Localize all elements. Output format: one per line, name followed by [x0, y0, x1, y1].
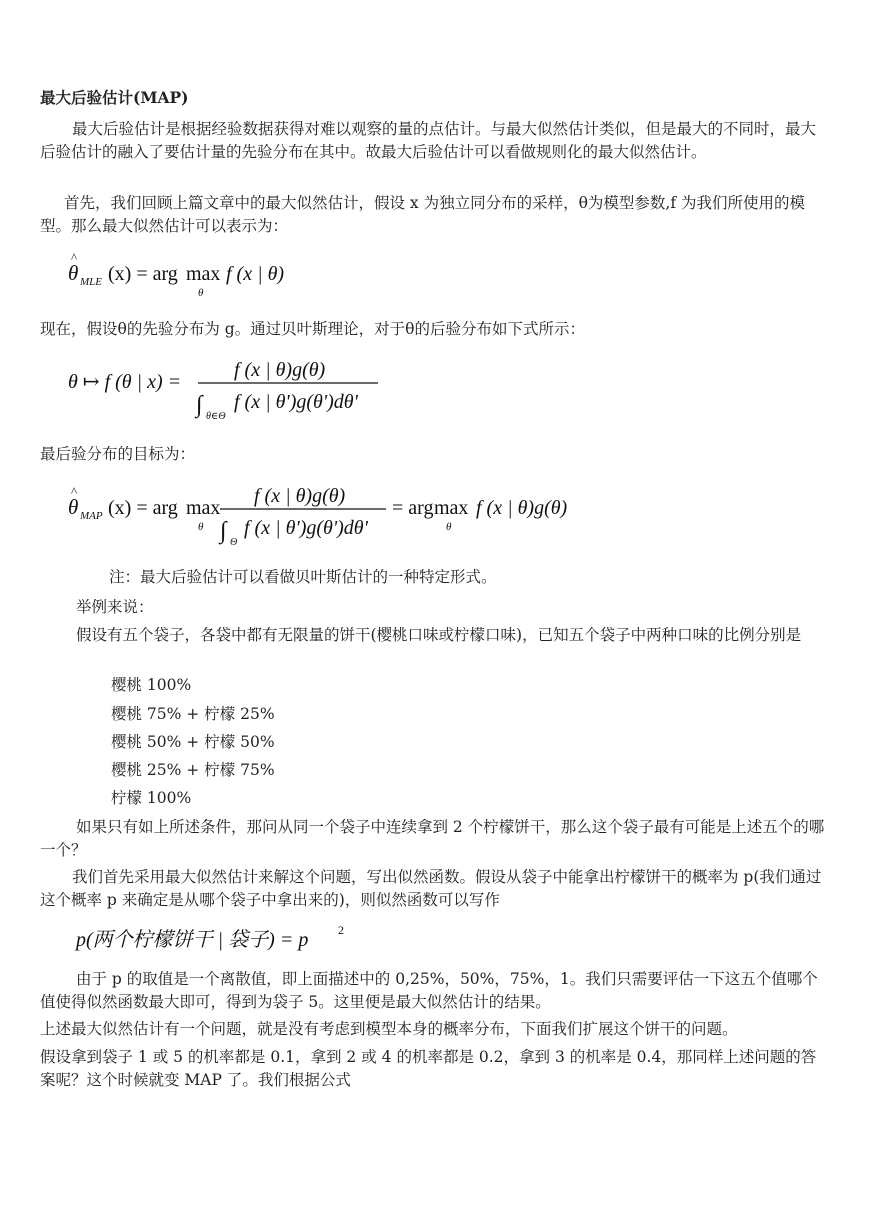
example-intro: 举例来说： [76, 598, 154, 616]
paragraph-bags-setup: 假设有五个袋子，各袋中都有无限量的饼干(樱桃口味或柠檬口味)，已知五个袋子中两种口味的比例分别是 [76, 626, 802, 644]
formula-mle-sub: MLE [80, 276, 102, 288]
formula-map-eq-arg: = arg [392, 497, 434, 519]
formula-map-arg: (x) = arg [108, 497, 178, 519]
document-title: 最大后验估计(MAP) [40, 88, 189, 107]
paragraph-mle-recap: 首先，我们回顾上篇文章中的最大似然估计，假设 x 为独立同分布的采样，θ为模型参数,f 为我们所使用的模型。那么最大似然估计可以表示为： [40, 194, 806, 235]
paragraph-map-intro: 假设拿到袋子 1 或 5 的机率都是 0.1，拿到 2 或 4 的机率都是 0.2，拿到 3 的机率是 0.4，那同样上述问题的答案呢？这个时候就变 MAP 了。我们根据公式 [40, 1048, 817, 1089]
formula-posterior-integral: ∫ [196, 392, 203, 418]
formula-map-int-sub: Θ [230, 537, 238, 548]
formula-likelihood [76, 922, 376, 956]
paragraph-intro: 最大后验估计是根据经验数据获得对难以观察的量的点估计。与最大似然估计类似，但是最大的不同时，最大后验估计的融入了要估计量的先验分布在其中。故最大后验估计可以看做规则化的最大似然估计。 [40, 120, 817, 161]
formula-map-numerator: f (x | θ)g(θ) [254, 485, 346, 507]
formula-mle [68, 250, 328, 304]
bag-item-1: 樱桃 100% [111, 676, 192, 694]
formula-likelihood-text: p(两个柠檬饼干 | 袋子) = p [76, 929, 309, 951]
formula-posterior-denominator: f (x | θ')g(θ')dθ' [234, 391, 358, 413]
paragraph-discrete: 由于 p 的取值是一个离散值，即上面描述中的 0,25%，50%，75%，1。我们只需要评估一下这五个值哪个值使得似然函数最大即可，得到为袋子 5。这里便是最大似然估计的结果。 [40, 970, 818, 1011]
formula-posterior-lhs: θ ↦ f (θ | x) = [68, 371, 182, 393]
formula-map-integral: ∫ [220, 518, 227, 544]
formula-mle-max: max [186, 263, 221, 285]
formula-posterior-numerator: f (x | θ)g(θ) [234, 359, 326, 381]
formula-map-hat: ^ [71, 484, 78, 499]
formula-map [68, 482, 598, 550]
formula-mle-theta: θ [68, 261, 79, 285]
formula-likelihood-exp: 2 [338, 923, 344, 937]
bag-item-3: 樱桃 50% + 柠檬 50% [111, 733, 275, 751]
formula-map-max2: max [434, 497, 469, 519]
formula-map-under2: θ [446, 521, 452, 533]
formula-mle-under: θ [198, 287, 204, 299]
formula-map-under: θ [198, 521, 204, 533]
paragraph-question: 如果只有如上所述条件，那问从同一个袋子中连续拿到 2 个柠檬饼干，那么这个袋子最有可能是上述五个的哪一个？ [40, 818, 825, 859]
formula-map-rhs: f (x | θ)g(θ) [476, 497, 568, 519]
paragraph-problem: 上述最大似然估计有一个问题，就是没有考虑到模型本身的概率分布，下面我们扩展这个饼干的问题。 [40, 1020, 738, 1038]
formula-mle-rhs: f (x | θ) [226, 263, 285, 285]
formula-map-sub: MAP [80, 510, 103, 522]
bag-item-5: 柠檬 100% [111, 789, 192, 807]
paragraph-likelihood: 我们首先采用最大似然估计来解这个问题，写出似然函数。假设从袋子中能拿出柠檬饼干的概率为 p(我们通过这个概率 p 来确定是从哪个袋子中拿出来的)，则似然函数可以写作 [40, 868, 822, 909]
formula-map-theta: θ [68, 495, 79, 519]
formula-posterior [68, 356, 388, 424]
formula-mle-arg: (x) = arg [108, 263, 178, 285]
paragraph-prior: 现在，假设θ的先验分布为 g。通过贝叶斯理论，对于θ的后验分布如下式所示： [40, 320, 586, 338]
paragraph-map-goal: 最后验分布的目标为： [40, 445, 196, 463]
formula-posterior-int-sub: θ∈Θ [206, 411, 226, 422]
formula-map-denominator: f (x | θ')g(θ')dθ' [244, 517, 368, 539]
note: 注：最大后验估计可以看做贝叶斯估计的一种特定形式。 [109, 568, 497, 586]
formula-map-max: max [186, 497, 221, 519]
formula-mle-hat: ^ [71, 250, 78, 265]
bag-item-2: 樱桃 75% + 柠檬 25% [111, 705, 275, 723]
bag-item-4: 樱桃 25% + 柠檬 75% [111, 761, 275, 779]
